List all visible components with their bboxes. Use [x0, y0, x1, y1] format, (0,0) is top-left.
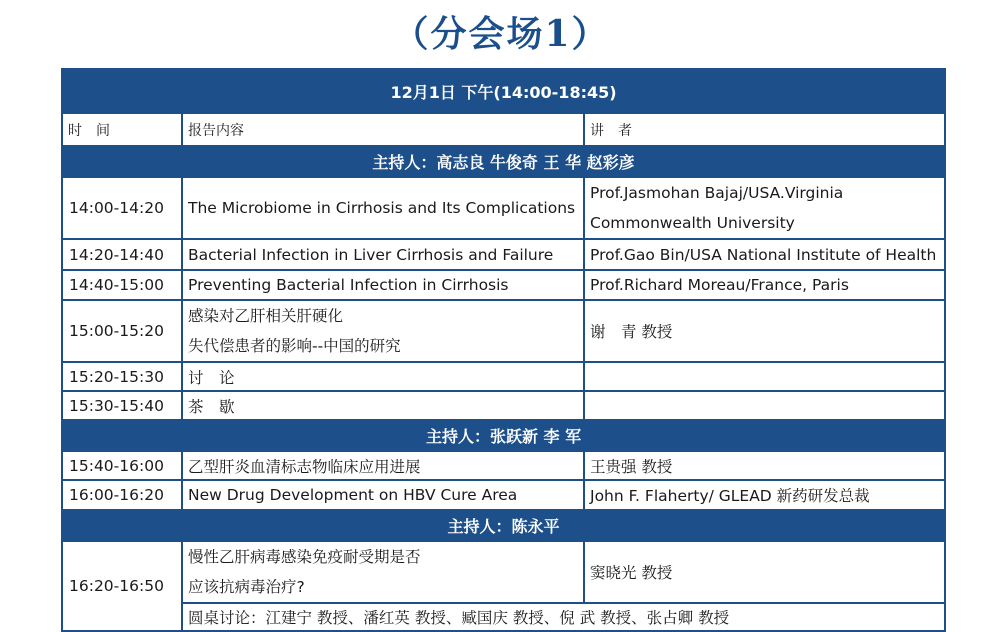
panel-row — [62, 603, 945, 631]
row-speaker-empty — [584, 362, 945, 391]
session-header: 12月1日 下午(14:00-18:45) — [62, 69, 945, 113]
row-speaker-line-2: Commonwealth University — [590, 214, 795, 232]
column-header-time: 时 间 — [62, 113, 182, 146]
chair-1: 主持人：高志良 牛俊奇 王 华 赵彩彦 — [62, 146, 945, 177]
schedule-table — [61, 68, 946, 632]
row-content: Preventing Bacterial Infection in Cirrhosis — [182, 270, 584, 300]
row-content: 讨 论 — [182, 362, 584, 391]
row-time: 15:20-15:30 — [62, 362, 182, 391]
row-speaker: 窦晓光 教授 — [584, 541, 945, 603]
row-time: 16:00-16:20 — [62, 480, 182, 510]
row-speaker: Prof.Gao Bin/USA National Institute of Health — [584, 239, 945, 270]
table-row — [62, 480, 945, 510]
row-time: 15:40-16:00 — [62, 451, 182, 480]
panel-discussion: 圆桌讨论：江建宁 教授、潘红英 教授、臧国庆 教授、倪 武 教授、张占卿 教授 — [182, 603, 945, 631]
page-title: （分会场1） — [392, 13, 610, 55]
row-speaker — [584, 177, 945, 239]
row-content: Bacterial Infection in Liver Cirrhosis and Failure — [182, 239, 584, 270]
row-speaker: 王贵强 教授 — [584, 451, 945, 480]
row-time: 16:20-16:50 — [62, 541, 182, 631]
row-content: 茶 歇 — [182, 391, 584, 420]
row-content: 乙型肝炎血清标志物临床应用进展 — [182, 451, 584, 480]
row-content-line-1: 感染对乙肝相关肝硬化 — [188, 307, 344, 325]
row-content: New Drug Development on HBV Cure Area — [182, 480, 584, 510]
row-content-line-2: 应该抗病毒治疗? — [188, 578, 305, 596]
row-speaker: Prof.Richard Moreau/France, Paris — [584, 270, 945, 300]
row-content — [182, 541, 584, 603]
session-header-row — [62, 69, 945, 113]
table-row — [62, 177, 945, 239]
table-row — [62, 541, 945, 603]
column-header-row — [62, 113, 945, 146]
table-row — [62, 362, 945, 391]
row-speaker-line-1: Prof.Jasmohan Bajaj/USA.Virginia — [590, 184, 844, 202]
row-speaker-empty — [584, 391, 945, 420]
column-header-content: 报告内容 — [182, 113, 584, 146]
table-row — [62, 300, 945, 362]
row-speaker: 谢 青 教授 — [584, 300, 945, 362]
chair-row-3 — [62, 510, 945, 541]
row-time: 15:30-15:40 — [62, 391, 182, 420]
row-time: 14:20-14:40 — [62, 239, 182, 270]
row-speaker: John F. Flaherty/ GLEAD 新药研发总裁 — [584, 480, 945, 510]
row-time: 14:40-15:00 — [62, 270, 182, 300]
table-row — [62, 239, 945, 270]
table-row — [62, 270, 945, 300]
row-content-line-1: 慢性乙肝病毒感染免疫耐受期是否 — [188, 548, 421, 566]
chair-row-2 — [62, 420, 945, 451]
row-time: 15:00-15:20 — [62, 300, 182, 362]
table-row — [62, 451, 945, 480]
column-header-speaker: 讲 者 — [584, 113, 945, 146]
chair-3: 主持人：陈永平 — [62, 510, 945, 541]
row-content-line-2: 失代偿患者的影响--中国的研究 — [188, 337, 401, 355]
chair-row-1 — [62, 146, 945, 177]
row-time: 14:00-14:20 — [62, 177, 182, 239]
row-content — [182, 300, 584, 362]
row-content: The Microbiome in Cirrhosis and Its Complications — [182, 177, 584, 239]
table-row — [62, 391, 945, 420]
chair-2: 主持人：张跃新 李 军 — [62, 420, 945, 451]
